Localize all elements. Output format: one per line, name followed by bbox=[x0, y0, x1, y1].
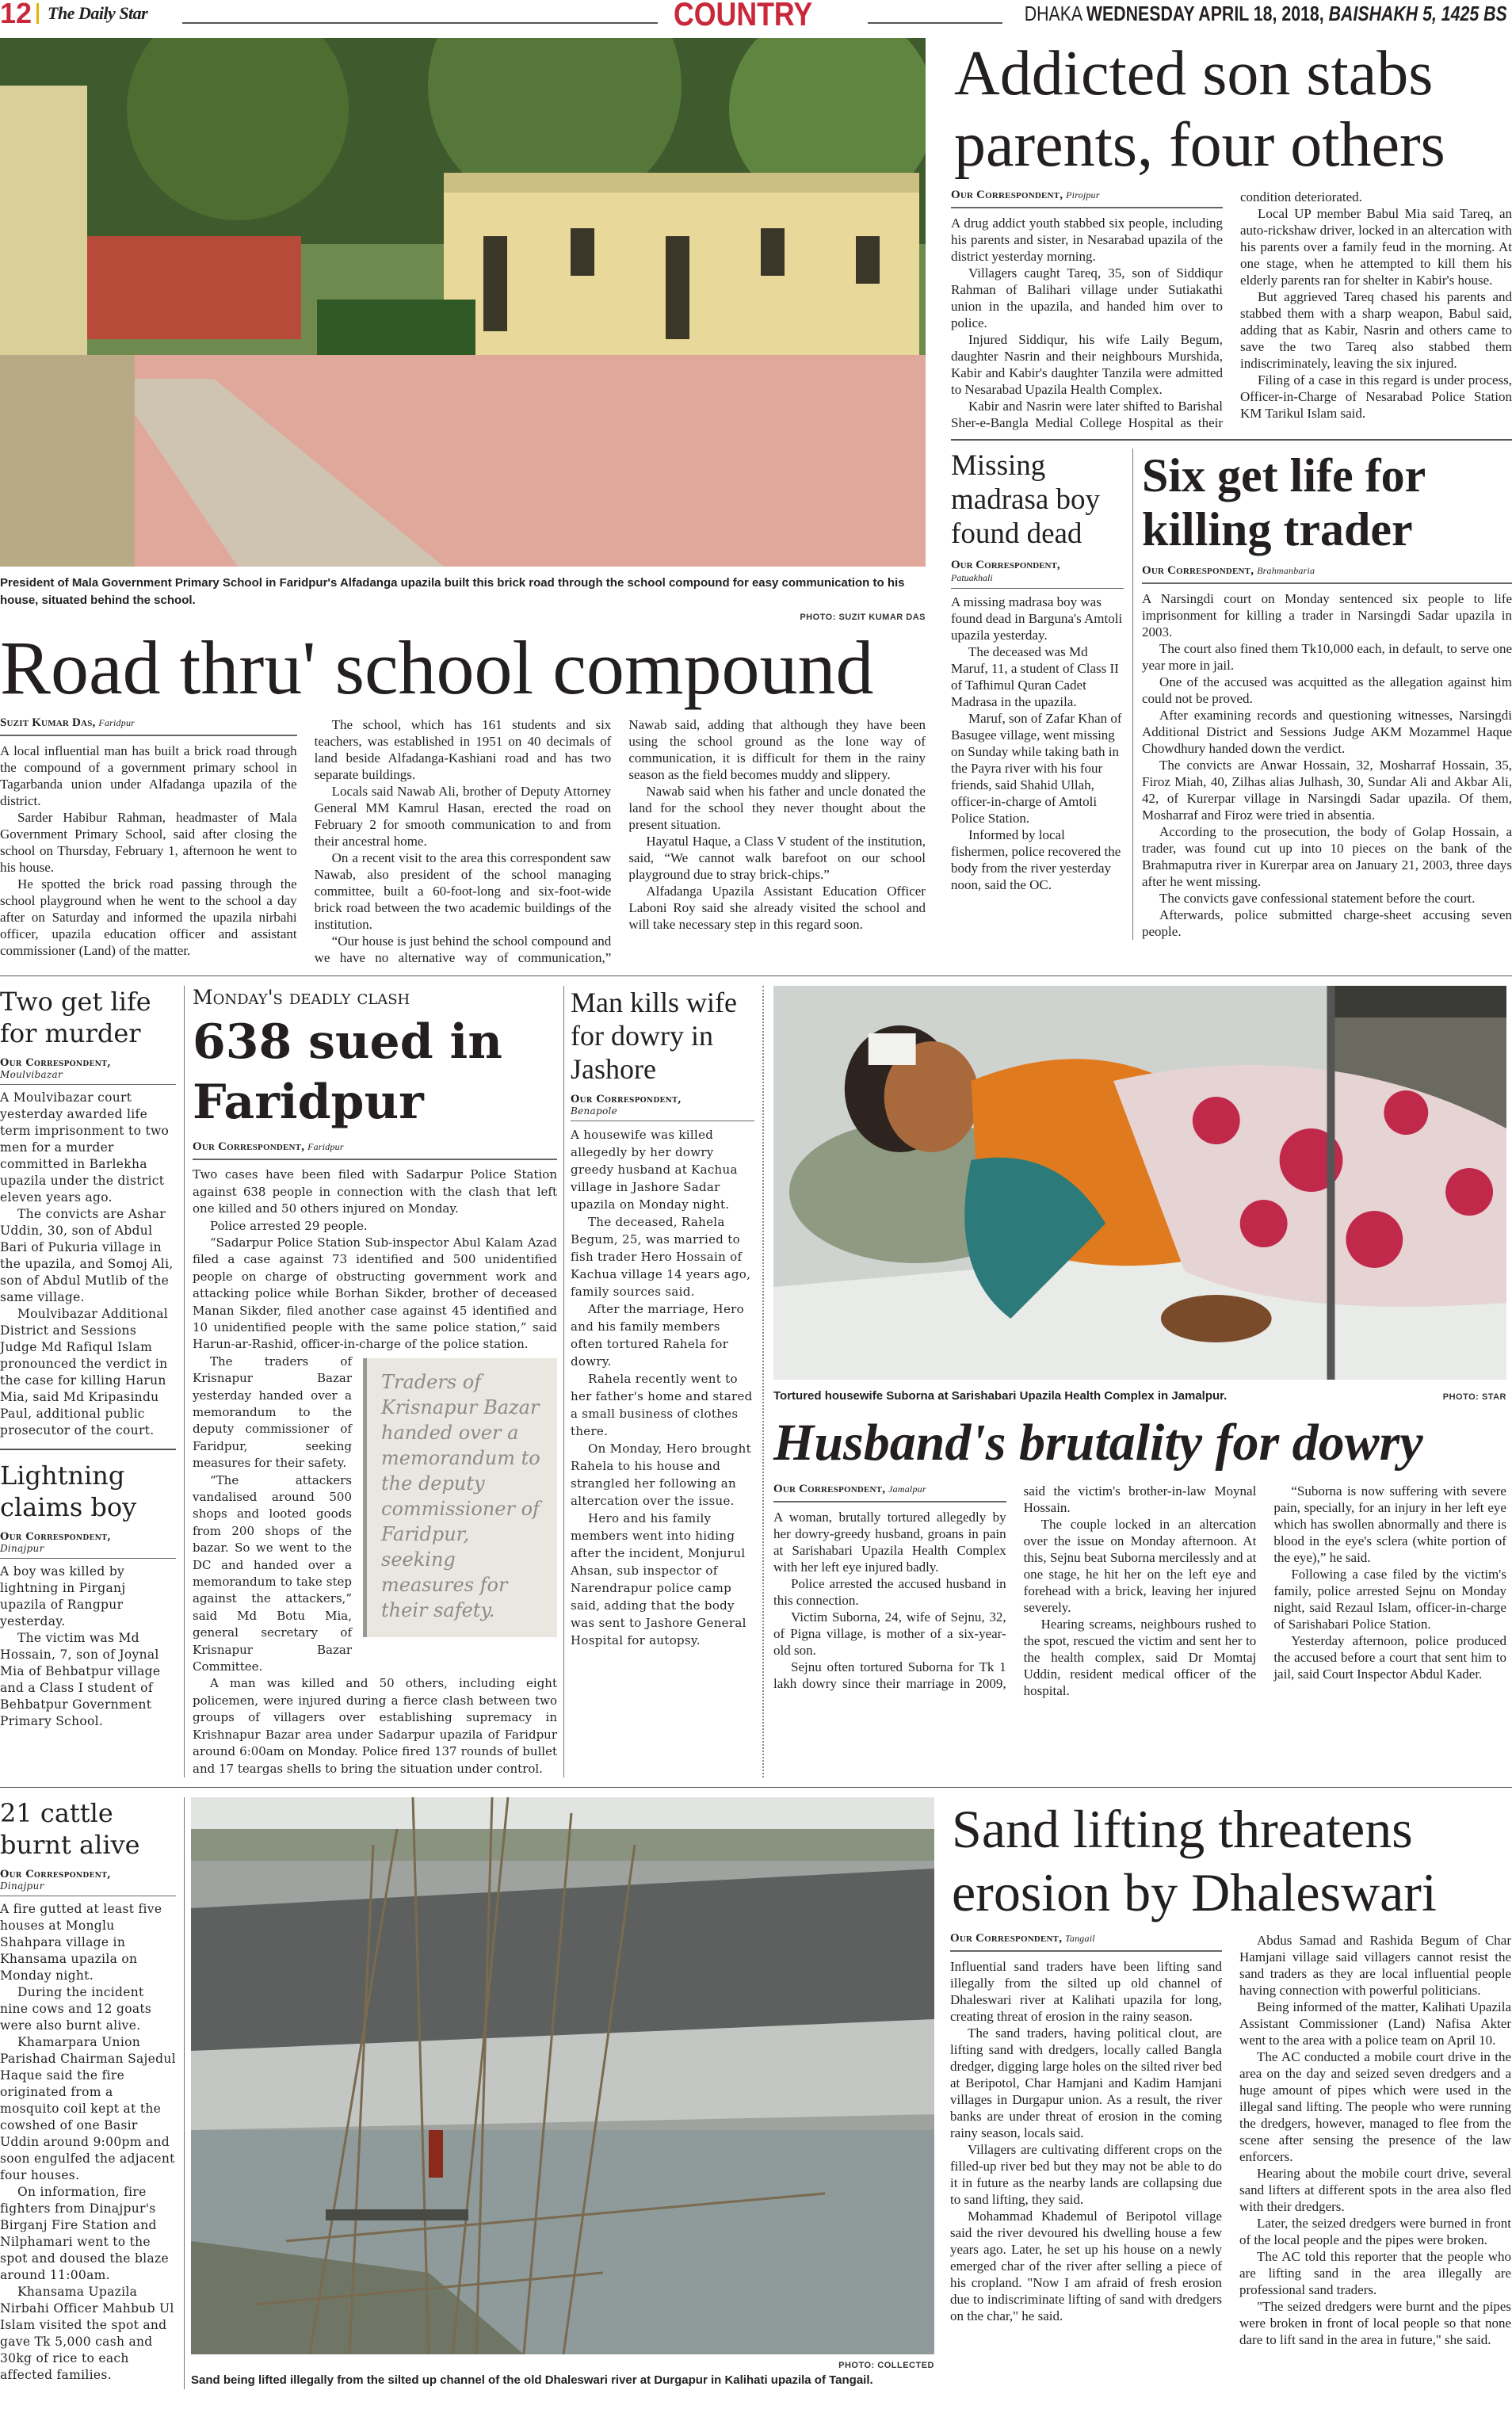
paragraph: The court also fined them Tk10,000 each, in default, to serve one year more in jail. bbox=[1142, 640, 1512, 673]
top-section bbox=[0, 38, 1512, 966]
paragraph: The AC conducted a mobile court drive in the area on the day and seized seven dredgers and a huge amount of pipes which were used in the illegal sand lifting. The people who were running the dredgers, however, managed to flee from the scene after sensing the presence of the law enforcers. bbox=[1239, 2049, 1511, 2165]
header-rule-left bbox=[182, 22, 658, 24]
section-divider bbox=[0, 976, 1512, 977]
paragraph: A drug addict youth stabbed six people, including his parents and sister, in Nesarabad upazila of the district yesterday morning. bbox=[951, 216, 1223, 264]
section-title: COUNTRY bbox=[674, 0, 813, 32]
paragraph: “Suborna is now suffering with severe pain, specially, for an injury in her left eye which has swollen abnormally and there is blood in the eye's sclera (white portion of the eye),” he said. bbox=[1273, 1483, 1506, 1566]
school-photo-credit: PHOTO: SUZIT KUMAR DAS bbox=[800, 613, 926, 622]
faridpur-story bbox=[193, 986, 557, 1777]
gutter bbox=[185, 1797, 191, 2389]
section-divider bbox=[0, 1787, 1512, 1789]
paragraph: Filing of a case in this regard is under process, Officer-in-Charge of Nesarabad Police Station KM Tarikul Islam said. bbox=[1240, 372, 1512, 421]
byline-place: Brahmanbaria bbox=[1257, 564, 1315, 576]
paragraph: The couple locked in an altercation over the issue on Monday afternoon. At this, Sejnu beat Suborna mercilessly and at one stage, he hit her on the left eye and forehead with a brick, leaving her injured severely. bbox=[1023, 1517, 1257, 1616]
byline-name: Our Correspondent, bbox=[193, 1140, 305, 1154]
byline-name: Our Correspondent, bbox=[951, 558, 1060, 571]
byline-name: Our Correspondent, bbox=[0, 1057, 112, 1070]
gutter bbox=[1124, 449, 1132, 940]
paragraph: Influential sand traders have been lifting sand illegally from the silted up old channel of Dhaleswari river at Kalihati upazila for long, creating threat of erosion in the rainy season. bbox=[950, 1959, 1222, 2025]
page-header bbox=[0, 0, 1512, 38]
paragraph: Hearing screams, neighbours rushed to the spot, rescued the victim and sent her to the health complex, said Dr Momtaj Uddin, resident medical officer of the hospital. bbox=[1023, 1617, 1257, 1699]
paragraph: After the marriage, Hero and his family members often tortured Rahela for dowry. bbox=[571, 1302, 744, 1369]
paragraph: A boy was killed by lightning in Pirganj upazila of Rangpur yesterday. bbox=[0, 1563, 126, 1628]
husband-story-body bbox=[773, 1483, 1506, 1699]
cattle-story-body bbox=[0, 1869, 176, 2384]
byline-place: Moulvibazar bbox=[0, 1069, 63, 1081]
dateline bbox=[1025, 2, 1507, 26]
paragraph: A local influential man has built a brick road through the compound of a government primary school in Tagarbanda union under Alfadanga upazila of the district. bbox=[0, 743, 297, 808]
husband-headline: Husband's brutality for dowry bbox=[773, 1414, 1423, 1472]
river-photo-caption: Sand being lifted illegally from the silted up channel of the old Dhaleswari river at Durgapur in Kalihati upazila of Tangail. bbox=[191, 2373, 873, 2388]
six-life-byline bbox=[1142, 564, 1512, 584]
paragraph: Mohammad Khademul of Beripotol village said the river devoured his dwelling house a few years ago. Later, he set up his house on a newly emerged char of the river after selling a piece of his cropland. "Now I am afraid of fresh erosion due to indiscriminate lifting of sand with dredgers on the char," he said. bbox=[950, 2209, 1222, 2324]
paragraph: The deceased, Rahela Begum, 25, was married to fish trader Hero Hossain of Kachua village 14 years ago, family sources said. bbox=[571, 1215, 751, 1300]
paragraph: Khamarpara Union Parishad Chairman Sajedul Haque said the fire originated from a mosquito coil kept at the cowshed of one Basir Uddin around 9:00pm and soon engulfed the adjacent four houses. bbox=[0, 2035, 176, 2183]
man-kills-byline bbox=[571, 1094, 754, 1121]
hospital-photo bbox=[773, 986, 1506, 1380]
paragraph: Maruf, son of Zafar Khan of Basugee village, went missing on Sunday while taking bath in the Payra river with his four friends, said Shahid Ullah, officer-in-charge of Amtoli Police Station. bbox=[951, 710, 1122, 826]
byline-place: Patuakhali bbox=[951, 571, 993, 583]
paragraph: Victim Suborna, 24, wife of Sejnu, 32, of Pigna village, is mother of a six-year-old son. bbox=[773, 1609, 1006, 1659]
paragraph: Moulvibazar Additional District and Sessions Judge Md Rafiqul Islam pronounced the verdict in the case for killing Harun Mia, said Md Kripasindu Paul, additional public prosecutor of the court. bbox=[0, 1307, 169, 1438]
paragraph: The deceased was Md Maruf, 11, a student of Class II of Tafhimul Quran Cadet Madrasa in the upazila. bbox=[951, 643, 1119, 709]
byline-name: Our Correspondent, bbox=[0, 1530, 112, 1543]
road-headline: Road thru' school compound bbox=[0, 625, 874, 710]
paragraph: Nawab said when his father and uncle donated the land for the school they never thought about the present situation. bbox=[628, 783, 926, 832]
paragraph: Alfadanga Upazila Assistant Education Officer Laboni Roy said she already visited the school and will take necessary step in this regard soon. bbox=[628, 883, 926, 932]
paragraph: On a recent visit to the area this correspondent saw Nawab, also president of the school managing committee, built a 60-foot-long and six-foot-wide brick road between the two academic buildings of the institution. bbox=[314, 850, 612, 932]
paragraph: A woman, brutally tortured allegedly by her dowry-greedy husband, groans in pain at Sarishabari Upazila Health Complex with her left eye injured badly. bbox=[773, 1510, 1006, 1575]
addicted-byline bbox=[951, 189, 1223, 208]
faridpur-kicker: Monday's deadly clash bbox=[193, 986, 410, 1010]
madrasa-byline bbox=[951, 559, 1124, 589]
school-road-photo bbox=[0, 38, 926, 567]
gutter bbox=[185, 986, 193, 1777]
madrasa-headline: Missing madrasa boy found dead bbox=[951, 449, 1101, 550]
paragraph: Rahela recently went to her father's home and stared a small business of clothes there. bbox=[571, 1372, 753, 1439]
byline-place: Faridpur bbox=[98, 716, 136, 728]
dateline-city: DHAKA bbox=[1024, 2, 1082, 25]
two-life-byline bbox=[0, 1057, 176, 1085]
two-life-headline: Two get life for murder bbox=[0, 987, 151, 1049]
byline-name: Our Correspondent, bbox=[773, 1483, 886, 1496]
gutter bbox=[926, 38, 951, 966]
byline-name: Suzit Kumar Das, bbox=[0, 716, 96, 729]
school-photo-caption: President of Mala Government Primary School in Faridpur's Alfadanga upazila built this brick road through the school compound for easy communication to his house, situated behind the school. bbox=[0, 576, 905, 607]
paragraph: Sarder Habibur Rahman, headmaster of Mala Government Primary School, said after closing the school on Thursday, February 1, afternoon he went to his house. bbox=[0, 809, 297, 875]
byline-place: Dinajpur bbox=[0, 1880, 44, 1892]
addicted-headline: Addicted son stabs parents, four others bbox=[954, 39, 1445, 180]
paragraph: Local UP member Babul Mia said Tareq, an auto-rickshaw driver, locked in an altercation with his parents over a family feud in the morning. At one stage, when he attempted to kill them his elderly parents ran for shelter in Kabir's house. bbox=[1240, 206, 1512, 288]
paragraph: Kabir and Nasrin were later shifted to Barishal Sher-e-Bangla Medial College Hospital as their condition deteriorated. bbox=[951, 189, 1362, 430]
gutter bbox=[764, 986, 773, 1777]
bottom-section bbox=[0, 1797, 1512, 2389]
middle-section bbox=[0, 986, 1512, 1777]
paragraph: Police arrested 29 people. bbox=[210, 1218, 368, 1233]
paragraph: The convicts gave confessional statement before the court. bbox=[1159, 890, 1476, 906]
paragraph: Sejnu often tortured Suborna for Tk 1 lakh dowry since their marriage in 2009, said the victim's brother-in-law Moynal Hossain. bbox=[773, 1483, 1257, 1692]
paragraph: A Moulvibazar court yesterday awarded life term imprisonment to two men for a murder committed in Barlekha upazila under the district eleven years ago. bbox=[0, 1090, 170, 1205]
road-story bbox=[0, 38, 926, 966]
addicted-story-body bbox=[951, 189, 1512, 431]
gutter bbox=[564, 986, 571, 1777]
paragraph: Villagers caught Tareq, 35, son of Siddiqur Rahman of Balihari village under Sutiakathi union in the upazila, and handed him over to police. bbox=[951, 265, 1223, 330]
madrasa-story bbox=[951, 449, 1124, 940]
byline-name: Our Correspondent, bbox=[1142, 563, 1254, 577]
paragraph: The traders of Krisnapur Bazar yesterday handed over a memorandum to the deputy commissioner of Faridpur, seeking measures for their safety. bbox=[193, 1353, 352, 1471]
left-briefs bbox=[0, 986, 176, 1777]
two-life-story-body bbox=[0, 1057, 176, 1439]
paragraph: Two cases have been filed with Sadarpur Police Station against 638 people in connection with the clash that left one killed and 50 others injured on Monday. bbox=[193, 1167, 557, 1216]
byline-place: Jamalpur bbox=[888, 1483, 926, 1495]
gutter bbox=[754, 986, 762, 1777]
paragraph: But aggrieved Tareq chased his parents and stabbed them with a sharp weapon, Babul said, adding that as Kabir, Nasrin and others came to save the two Tareq also stabbed them indiscriminately, leaving the six injured. bbox=[1240, 289, 1512, 371]
hospital-photo-caption: Tortured housewife Suborna at Sarishabari Upazila Health Complex in Jamalpur. bbox=[773, 1389, 1228, 1403]
faridpur-headline: 638 sued in Faridpur bbox=[193, 1014, 502, 1131]
lightning-story-body bbox=[0, 1531, 176, 1730]
byline-name: Our Correspondent, bbox=[950, 1932, 1063, 1945]
paragraph: Being informed of the matter, Kalihati Upazila Assistant Commissioner (Land) Nafisa Akter went to the area with a police team on April 10. bbox=[1239, 1999, 1511, 2048]
byline-place: Benapole bbox=[571, 1105, 618, 1117]
paragraph: The AC told this reporter that the people who are lifting sand in the area illegally are professional sand traders. bbox=[1239, 2249, 1511, 2298]
paragraph: "The seized dredgers were burnt and the pipes were broken in front of local people so that none dare to lift sand in the area in future," she said. bbox=[1239, 2299, 1511, 2348]
byline-place: Faridpur bbox=[307, 1141, 344, 1153]
sand-story bbox=[950, 1797, 1511, 2389]
byline-name: Our Correspondent, bbox=[951, 189, 1063, 201]
paragraph: On Monday, Hero brought Rahela to his house and strangled her following an altercation over the issue. bbox=[571, 1441, 751, 1509]
sand-byline bbox=[950, 1932, 1222, 1952]
paragraph: A Narsingdi court on Monday sentenced six people to life imprisonment for killing a trader in Narsingdi Sadar upazila in 2003. bbox=[1142, 590, 1512, 640]
gutter bbox=[557, 986, 563, 1777]
header-rule-right bbox=[868, 22, 1002, 24]
paragraph: The convicts are Ashar Uddin, 30, son of Abdul Bari of Pukuria village in the upazila, and Somoj Ali, son of Abdul Mutlib of the same village. bbox=[0, 1207, 174, 1305]
paragraph: According to the prosecution, the body of Golap Hossain, a trader, was found cut up into 10 pieces on the bank of the Brahmaputra river in Kurerpar area on January 21, 2003, three days after he went missing. bbox=[1142, 823, 1512, 889]
byline-name: Our Correspondent, bbox=[0, 1869, 112, 1881]
divider bbox=[951, 439, 1512, 441]
dateline-bangla-date: BAISHAKH 5, 1425 BS bbox=[1328, 2, 1507, 25]
cattle-story bbox=[0, 1797, 176, 2389]
lightning-headline: Lightning claims boy bbox=[0, 1460, 137, 1522]
cattle-headline: 21 cattle burnt alive bbox=[0, 1798, 140, 1861]
paragraph: A missing madrasa boy was found dead in Barguna's Amtoli upazila yesterday. bbox=[951, 594, 1123, 643]
six-life-headline: Six get life for killing trader bbox=[1142, 449, 1426, 556]
faridpur-byline bbox=[193, 1140, 557, 1160]
right-column bbox=[951, 38, 1512, 966]
paragraph: “Our house is just behind the school compound and we have no alternative way of communication,” Nawab said, adding that although they have been using the school ground as the lone way of communication, it is difficult for them in the rainy season as the field becomes muddy and slippery. bbox=[314, 716, 926, 965]
sand-story-body bbox=[950, 1932, 1511, 2348]
sand-headline: Sand lifting threatens erosion by Dhaleswari bbox=[952, 1799, 1437, 1923]
paragraph: A man was killed and 50 others, including eight policemen, were injured during a fierce clash between two groups of villagers over establishing supremacy in Krishnapur Bazar area under Sadarpur upazila of Faridpur around 6:00am on Monday. Police fired 137 rounds of bullet and 17 teargas shells to bring the situation under control. bbox=[193, 1676, 557, 1776]
paragraph: Hero and his family members went into hiding after the incident, Monjurul Ahsan, sub inspector of Narendrapur police camp said, adding that the body was sent to Jashore General Hospital for autopsy. bbox=[571, 1511, 746, 1648]
paragraph: Hayatul Haque, a Class V student of the institution, said, “We cannot walk barefoot on our school playground due to stray brick-chips.” bbox=[628, 833, 926, 882]
hospital-photo-credit: PHOTO: STAR bbox=[1442, 1392, 1506, 1403]
madrasa-story-body bbox=[951, 559, 1124, 893]
paragraph: “Sadarpur Police Station Sub-inspector Abul Kalam Azad filed a case against 73 identified and 500 unidentified people on charge of obstructing government work and attacking police while Borhan Sikder, brother of deceased Manan Sikder, filed another case against 45 identified and 10 unidentified people with the same police station,” said Harun-ar-Rashid, officer-in-charge of the police station. bbox=[193, 1235, 557, 1352]
paragraph: During the incident nine cows and 12 goats were also burnt alive. bbox=[0, 1985, 152, 2033]
six-life-story-body bbox=[1142, 564, 1512, 940]
lower-right-stories bbox=[951, 449, 1512, 940]
paragraph: One of the accused was acquitted as the allegation against him could not be proved. bbox=[1142, 674, 1512, 706]
paragraph: A fire gutted at least five houses at Monglu Shahpara village in Khansama upazila on Monday night. bbox=[0, 1902, 162, 1983]
cattle-byline bbox=[0, 1869, 176, 1896]
husband-byline bbox=[773, 1483, 1006, 1502]
gutter bbox=[176, 1797, 184, 2389]
paragraph: Following a case filed by the victim's family, police arrested Sejnu on Monday night, said Rezaul Islam, officer-in-charge of Sarishabari Police Station. bbox=[1273, 1567, 1506, 1632]
river-photo-credit: PHOTO: COLLECTED bbox=[838, 2361, 934, 2371]
road-story-body bbox=[0, 716, 926, 966]
paragraph: Injured Siddiqur, his wife Laily Begum, daughter Nasrin and their neighbours Murshida, Kabir and Kabir's daughter Tanzila were admitted to Nesarabad Upazila Health Complex. bbox=[951, 332, 1223, 397]
river-photo-block bbox=[191, 1797, 934, 2389]
hospital-photo-caption-row bbox=[773, 1388, 1506, 1405]
paragraph: Locals said Nawab Ali, brother of Deputy Attorney General MM Kamrul Hasan, erected the road on February 2 for smooth communication to and from their ancestral home. bbox=[314, 783, 612, 849]
river-sand-lifting-photo bbox=[191, 1797, 934, 2354]
paragraph: Police arrested the accused husband in this connection. bbox=[773, 1576, 1006, 1609]
paragraph: Informed by local fishermen, police recovered the body from the river yesterday noon, said the OC. bbox=[951, 827, 1121, 892]
paragraph: Villagers are cultivating different crops on the filled-up river bed but they may not be able to do it in future as the nearby lands are collapsing due to sand lifting, they said. bbox=[950, 2142, 1222, 2208]
gutter bbox=[176, 986, 184, 1777]
byline-place: Dinajpur bbox=[0, 1542, 44, 1554]
paragraph: Later, the seized dredgers were burned in front of the local people and the pipes were broken. bbox=[1239, 2216, 1511, 2248]
paragraph: He spotted the brick road passing through the school playground when he went to the school a day after on Saturday and informed the upazila nirbahi officer, upazila education officer and assistant commissioner (Land) of the matter. bbox=[0, 876, 297, 958]
gutter bbox=[934, 1797, 950, 2389]
man-kills-story-body bbox=[571, 1094, 754, 1649]
paragraph: The school, which has 161 students and six teachers, was established in 1951 on 40 decimals of land beside Alfadanga-Kashiani road and has two separate buildings. bbox=[314, 716, 612, 782]
paragraph: “The attackers vandalised around 500 shops and looted goods from 200 shops of the bazar. So we went to the DC and handed over a memorandum to take step against the attackers,” said Md Botu Mia, general secretary of Krisnapur Bazar Committee. bbox=[193, 1472, 352, 1674]
paragraph: Afterwards, police submitted charge-sheet accusing seven people. bbox=[1142, 907, 1512, 939]
gutter bbox=[1133, 449, 1142, 940]
page-number: 12 bbox=[0, 0, 32, 29]
road-byline bbox=[0, 716, 297, 736]
six-life-story bbox=[1142, 449, 1512, 940]
paragraph: Khansama Upazila Nirbahi Officer Mahbub Ul Islam visited the spot and gave Tk 5,000 cash and 30kg of rice to each affected families. bbox=[0, 2285, 174, 2383]
paragraph: Yesterday afternoon, police produced the accused before a court that sent him to jail, said Court Inspector Abdul Kader. bbox=[1273, 1633, 1506, 1682]
lightning-byline bbox=[0, 1531, 176, 1559]
byline-place: Pirojpur bbox=[1066, 189, 1100, 200]
masthead-logo: The Daily Star bbox=[48, 3, 148, 23]
pull-quote: Traders of Krisnapur Bazar handed over a memorandum to the deputy commissioner of Faridpur, seeking measures for their safety. bbox=[363, 1358, 557, 1637]
byline-place: Tangail bbox=[1065, 1933, 1095, 1945]
man-kills-headline: Man kills wife for dowry in Jashore bbox=[571, 987, 737, 1086]
paragraph: After examining records and questioning witnesses, Narsingdi Additional District and Sessions Judge AKM Mozammel Haque Chowdhury handed down the verdict. bbox=[1142, 707, 1512, 756]
faridpur-story-body bbox=[193, 1140, 557, 1777]
paragraph: Abdus Samad and Rashida Begum of Char Hamjani village said villagers cannot resist the sand traders as they are local influential people having connection with powerful politicians. bbox=[1239, 1933, 1511, 1999]
paragraph: The convicts are Anwar Hossain, 32, Mosharraf Hossain, 35, Firoz Miah, 40, Zilhas alias Julhash, 30, Sundar Ali and Akbar Ali, 42, of Kurerpar village in Narsingdi Sadar upazila. Of them, Mosharraf and Firoz were tried in absentia. bbox=[1142, 757, 1512, 823]
paragraph: On information, fire fighters from Dinajpur's Birganj Fire Station and Nilphamari went to the spot and doused the blaze around 11:00am. bbox=[0, 2185, 169, 2283]
paragraph: A housewife was killed allegedly by her dowry greedy husband at Kachua village in Jashore Sadar upazila on Monday night. bbox=[571, 1128, 738, 1212]
paragraph: Hearing about the mobile court drive, several sand lifters at different spots in the area also fled with their dredgers. bbox=[1239, 2166, 1511, 2215]
header-divider bbox=[36, 3, 39, 24]
man-kills-story bbox=[571, 986, 754, 1777]
paragraph: The sand traders, having political clout, are lifting sand with dredgers, locally called Bangla dredger, digging large holes on the silted river bed at Beripotol, Char Hamjani and Kadim Hamjani villages in Durgapur union. As a result, the river banks are under threat of erosion in the coming rainy season, locals said. bbox=[950, 2025, 1222, 2141]
paragraph: The victim was Md Hossain, 7, son of Joynal Mia of Behbatpur village and a Class I student of Behbatpur Government Primary School. bbox=[0, 1630, 161, 1728]
dateline-date: WEDNESDAY APRIL 18, 2018, bbox=[1086, 2, 1324, 25]
byline-name: Our Correspondent, bbox=[571, 1094, 682, 1106]
husband-story bbox=[773, 986, 1506, 1777]
divider bbox=[0, 1449, 176, 1450]
